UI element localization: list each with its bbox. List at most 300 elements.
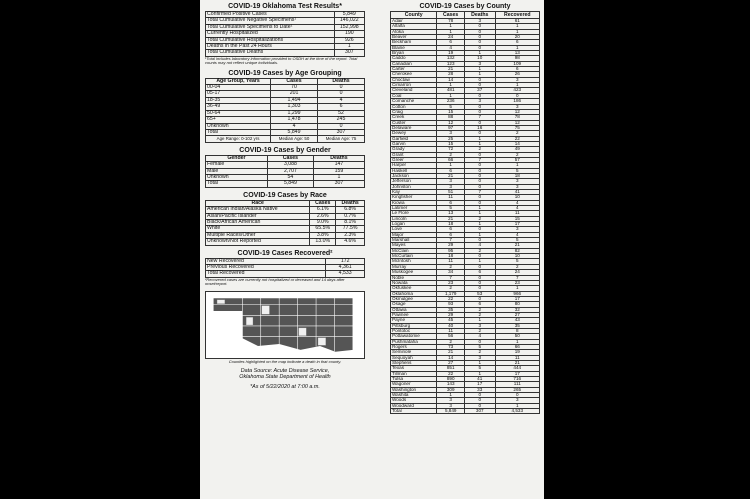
gender-cell: 1 bbox=[313, 174, 364, 180]
county-cell: 7 bbox=[495, 275, 539, 280]
county-cell: 109 bbox=[495, 61, 539, 66]
county-cell: 1 bbox=[495, 24, 539, 29]
race-title: COVID-19 Cases by Race bbox=[243, 191, 327, 199]
county-cell: 18 bbox=[437, 222, 465, 227]
county-cell: 0 bbox=[464, 286, 495, 291]
county-cell: 0 bbox=[464, 393, 495, 398]
county-cell: 111 bbox=[495, 382, 539, 387]
county-cell: Cimarron bbox=[391, 83, 437, 88]
county-cell: 1 bbox=[464, 67, 495, 72]
race-cell: 2.3% bbox=[336, 232, 365, 238]
county-cell: Major bbox=[391, 232, 437, 237]
county-cell: 0 bbox=[464, 152, 495, 157]
county-cell: 14 bbox=[495, 141, 539, 146]
county-cell: 132 bbox=[437, 56, 465, 61]
county-cell: 35 bbox=[437, 307, 465, 312]
county-cell: 0 bbox=[464, 40, 495, 45]
test-results-cell: 1 bbox=[334, 44, 364, 50]
race-cell: 0.7% bbox=[336, 213, 365, 219]
race-cell: 65.5% bbox=[310, 226, 336, 232]
county-cell: 2 bbox=[437, 264, 465, 269]
county-cell: 0 bbox=[495, 93, 539, 98]
county-cell: 3 bbox=[437, 131, 465, 136]
county-cell: Washita bbox=[391, 393, 437, 398]
county-cell: McClain bbox=[391, 248, 437, 253]
county-cell: 21 bbox=[437, 67, 465, 72]
county-cell: Haskell bbox=[391, 168, 437, 173]
race-cell: 8.1% bbox=[336, 219, 365, 225]
race-cell: 6.1% bbox=[310, 207, 336, 213]
county-cell: 11 bbox=[437, 328, 465, 333]
county-cell: Choctaw bbox=[391, 77, 437, 82]
county-cell: 17 bbox=[464, 382, 495, 387]
county-cell: Kiowa bbox=[391, 200, 437, 205]
county-cell: 1 bbox=[437, 24, 465, 29]
county-cell: 1 bbox=[464, 318, 495, 323]
county-cell: 1 bbox=[464, 222, 495, 227]
county-cell: 890 bbox=[437, 377, 465, 382]
county-cell: Woods bbox=[391, 398, 437, 403]
right-column bbox=[390, 3, 540, 414]
county-cell: Cotton bbox=[391, 104, 437, 109]
county-cell: 72 bbox=[437, 147, 465, 152]
county-cell: 5 bbox=[437, 206, 465, 211]
county-cell: 43 bbox=[495, 318, 539, 323]
county-cell: 4 bbox=[464, 243, 495, 248]
county-cell: 11 bbox=[437, 195, 465, 200]
age-cell: 52 bbox=[318, 110, 365, 116]
county-cell: 57 bbox=[495, 157, 539, 162]
county-cell: Payne bbox=[391, 318, 437, 323]
county-cell: 0 bbox=[464, 120, 495, 125]
county-cell: 6 bbox=[437, 232, 465, 237]
county-cell: 0 bbox=[464, 296, 495, 301]
county-cell: 6 bbox=[495, 67, 539, 72]
county-cell: 123 bbox=[437, 61, 465, 66]
age-cell: 00-04 bbox=[206, 85, 271, 91]
race-cell: American Indian/Alaska Native bbox=[206, 207, 310, 213]
age-cell: 4 bbox=[318, 97, 365, 103]
county-cell: 2 bbox=[495, 131, 539, 136]
county-cell: 0 bbox=[464, 173, 495, 178]
race-cell: Multiple Races/Other bbox=[206, 232, 310, 238]
test-results-cell: Total Cumulative Deaths bbox=[206, 50, 335, 56]
county-cell: 10 bbox=[495, 195, 539, 200]
county-cell: 6 bbox=[464, 270, 495, 275]
county-cell: Greer bbox=[391, 157, 437, 162]
county-cell: Nowata bbox=[391, 280, 437, 285]
county-cell: 0 bbox=[464, 163, 495, 168]
county-header: Recovered bbox=[495, 12, 539, 19]
county-cell: 17 bbox=[495, 222, 539, 227]
county-cell: 50 bbox=[495, 334, 539, 339]
county-cell: 4,533 bbox=[495, 409, 539, 414]
recovered-cell: New Recovered bbox=[206, 258, 326, 264]
county-cell: 4 bbox=[495, 206, 539, 211]
county-cell: 7 bbox=[437, 238, 465, 243]
report-sheet bbox=[200, 0, 544, 499]
test-results-note: ¹Total includes laboratory information provided to OSDH at the time of the report. Total counts may not reflect unique individuals. bbox=[205, 55, 358, 66]
county-cell: Woodward bbox=[391, 403, 437, 408]
county-cell: Noble bbox=[391, 275, 437, 280]
race-cell: 4.6% bbox=[336, 239, 365, 245]
county-cell: 23 bbox=[495, 280, 539, 285]
county-cell: McCurtain bbox=[391, 254, 437, 259]
test-results-title: COVID-19 Oklahoma Test Results* bbox=[228, 3, 342, 10]
test-results-cell: 5,849 bbox=[334, 12, 364, 18]
county-cell: 2 bbox=[464, 147, 495, 152]
county-cell: 2 bbox=[464, 248, 495, 253]
recovered-cell: 172 bbox=[326, 258, 365, 264]
county-cell: 1 bbox=[464, 141, 495, 146]
county-cell: Total bbox=[391, 409, 437, 414]
county-cell: Logan bbox=[391, 222, 437, 227]
county-cell: 0 bbox=[495, 393, 539, 398]
county-cell: Muskogee bbox=[391, 270, 437, 275]
county-cell: 4 bbox=[495, 200, 539, 205]
county-cell: 1 bbox=[437, 163, 465, 168]
age-cell: 1,494 bbox=[271, 97, 318, 103]
county-cell: 15 bbox=[437, 109, 465, 114]
gender-cell: 159 bbox=[313, 168, 364, 174]
county-cell: 23 bbox=[437, 280, 465, 285]
county-cell: 7 bbox=[464, 190, 495, 195]
county-cell: 19 bbox=[437, 51, 465, 56]
county-cell: 80 bbox=[495, 302, 539, 307]
county-cell: 2 bbox=[495, 264, 539, 269]
age-footer-cell: Median Age: 75 bbox=[318, 136, 365, 142]
county-cell: 12 bbox=[495, 109, 539, 114]
race-cell: 13.0% bbox=[310, 239, 336, 245]
county-cell: Ottawa bbox=[391, 307, 437, 312]
county-cell: 1 bbox=[437, 83, 465, 88]
county-cell: 1 bbox=[464, 206, 495, 211]
county-cell: Craig bbox=[391, 109, 437, 114]
race-cell: Unknown/Not Reported bbox=[206, 239, 310, 245]
age-footer-cell: Median Age: 50 bbox=[271, 136, 318, 142]
county-cell: 0 bbox=[464, 339, 495, 344]
county-cell: 18 bbox=[437, 254, 465, 259]
county-cell: 1 bbox=[495, 45, 539, 50]
recovered-cell: 4,533 bbox=[326, 271, 365, 277]
county-cell: Pottawatomie bbox=[391, 334, 437, 339]
gender-cell: Male bbox=[206, 168, 268, 174]
gender-cell: 5,849 bbox=[267, 181, 313, 187]
county-cell: 33 bbox=[464, 387, 495, 392]
age-header: Age Group, Years bbox=[206, 78, 271, 84]
county-cell: Lincoln bbox=[391, 216, 437, 221]
county-cell: 66 bbox=[437, 157, 465, 162]
county-cell: 21 bbox=[437, 350, 465, 355]
county-cell: 98 bbox=[495, 56, 539, 61]
county-cell: Coal bbox=[391, 93, 437, 98]
county-cell: Rogers bbox=[391, 344, 437, 349]
county-cell: 1 bbox=[495, 83, 539, 88]
age-title: COVID-19 Cases by Age Grouping bbox=[228, 69, 342, 77]
county-cell: 3 bbox=[437, 403, 465, 408]
oklahoma-county-map bbox=[206, 292, 364, 358]
county-cell: 1 bbox=[464, 51, 495, 56]
county-cell: 56 bbox=[437, 334, 465, 339]
county-cell: 93 bbox=[437, 302, 465, 307]
county-cell: Marshall bbox=[391, 238, 437, 243]
county-cell: 6 bbox=[437, 227, 465, 232]
test-results-cell: Total Cumulative Hospitalizations bbox=[206, 37, 335, 43]
county-cell: Bryan bbox=[391, 51, 437, 56]
county-cell: 97 bbox=[437, 125, 465, 130]
county-cell: Okfuskee bbox=[391, 286, 437, 291]
county-cell: 5 bbox=[495, 238, 539, 243]
county-cell: 73 bbox=[437, 344, 465, 349]
county-cell: 13 bbox=[437, 211, 465, 216]
county-cell: 0 bbox=[464, 104, 495, 109]
test-results-cell: Deaths in the Past 24 Hours bbox=[206, 44, 335, 50]
county-cell: 4 bbox=[437, 45, 465, 50]
county-cell: 32 bbox=[495, 307, 539, 312]
county-cell: Beckham bbox=[391, 40, 437, 45]
age-cell: 70 bbox=[271, 85, 318, 91]
county-cell: 7 bbox=[464, 115, 495, 120]
race-cell: 77.5% bbox=[336, 226, 365, 232]
test-results-cell: Total Cumulative Negative Specimens¹ bbox=[206, 18, 335, 24]
county-cell: 0 bbox=[464, 398, 495, 403]
county-cell: Cleveland bbox=[391, 88, 437, 93]
county-cell: 22 bbox=[437, 296, 465, 301]
age-cell: 1,299 bbox=[271, 110, 318, 116]
race-cell: Asian/Pacific Islander bbox=[206, 213, 310, 219]
recovered-note: ²Recovered cases are currently not hospitalized or deceased and 14 days after onset/report. bbox=[205, 276, 345, 287]
county-cell: 966 bbox=[495, 291, 539, 296]
county-cell: 5 bbox=[437, 104, 465, 109]
age-cell: 50-64 bbox=[206, 110, 271, 116]
age-cell: 0 bbox=[318, 91, 365, 97]
county-cell: 6 bbox=[437, 200, 465, 205]
county-cell: 10 bbox=[464, 56, 495, 61]
county-cell: Mayes bbox=[391, 243, 437, 248]
county-cell: 78 bbox=[495, 115, 539, 120]
county-cell: 3 bbox=[464, 355, 495, 360]
county-cell: Murray bbox=[391, 264, 437, 269]
county-cell: 0 bbox=[464, 109, 495, 114]
county-cell: Kingfisher bbox=[391, 195, 437, 200]
county-cell: 4 bbox=[464, 334, 495, 339]
county-cell: 0 bbox=[464, 77, 495, 82]
county-cell: 24 bbox=[437, 35, 465, 40]
county-cell: 0 bbox=[464, 35, 495, 40]
race-cell: 2.6% bbox=[310, 213, 336, 219]
gender-cell: 3,088 bbox=[267, 162, 313, 168]
test-results-cell: 190 bbox=[334, 31, 364, 37]
county-cell: 6 bbox=[464, 302, 495, 307]
age-cell: 65+ bbox=[206, 117, 271, 123]
county-cell: Garvin bbox=[391, 141, 437, 146]
gender-title: COVID-19 Cases by Gender bbox=[239, 146, 331, 154]
age-cell: 307 bbox=[318, 129, 365, 135]
race-header: Cases bbox=[310, 200, 336, 206]
gender-cell: Unknown bbox=[206, 174, 268, 180]
county-cell: 0 bbox=[464, 264, 495, 269]
recovered-cell: Total Recovered bbox=[206, 271, 326, 277]
county-cell: Cherokee bbox=[391, 72, 437, 77]
county-cell: 7 bbox=[464, 157, 495, 162]
age-header: Cases bbox=[271, 78, 318, 84]
county-cell: 0 bbox=[464, 168, 495, 173]
county-cell: Harper bbox=[391, 163, 437, 168]
county-cell: 21 bbox=[437, 216, 465, 221]
county-cell: Stephens bbox=[391, 361, 437, 366]
county-cell: 1 bbox=[495, 286, 539, 291]
county-cell: Pushmataha bbox=[391, 339, 437, 344]
county-cell: Love bbox=[391, 227, 437, 232]
gender-cell: Total bbox=[206, 181, 268, 187]
county-cell: 66 bbox=[495, 344, 539, 349]
county-cell: 0 bbox=[464, 24, 495, 29]
county-cell: 143 bbox=[437, 382, 465, 387]
county-cell: 61 bbox=[495, 19, 539, 24]
gender-cell: 307 bbox=[313, 181, 364, 187]
county-cell: 20 bbox=[495, 35, 539, 40]
county-cell: Tillman bbox=[391, 371, 437, 376]
county-cell: 35 bbox=[495, 323, 539, 328]
county-cell: Dewey bbox=[391, 131, 437, 136]
county-cell: 265 bbox=[495, 387, 539, 392]
data-source-line1: Data Source: Acute Disease Service, bbox=[240, 368, 330, 375]
age-cell: 6 bbox=[318, 104, 365, 110]
data-source-line2: Oklahoma State Department of Health bbox=[239, 374, 331, 381]
county-cell: 186 bbox=[495, 99, 539, 104]
county-cell: 41 bbox=[464, 377, 495, 382]
county-cell: 0 bbox=[464, 83, 495, 88]
county-cell: 3 bbox=[437, 398, 465, 403]
county-cell: 4 bbox=[495, 232, 539, 237]
age-footer-cell: Age Range: 0-102 yrs bbox=[206, 136, 271, 142]
county-cell: 1 bbox=[464, 136, 495, 141]
county-cell: 0 bbox=[464, 184, 495, 189]
race-cell: 6.8% bbox=[336, 207, 365, 213]
county-cell: 14 bbox=[437, 355, 465, 360]
county-cell: Osage bbox=[391, 302, 437, 307]
county-cell: Garfield bbox=[391, 136, 437, 141]
county-cell: Latimer bbox=[391, 206, 437, 211]
county-cell: 2 bbox=[464, 350, 495, 355]
county-cell: 6 bbox=[437, 40, 465, 45]
county-cell: 0 bbox=[464, 403, 495, 408]
recovered-title: COVID-19 Cases Recovered² bbox=[237, 249, 333, 257]
county-cell: 11 bbox=[495, 211, 539, 216]
test-results-cell: 307 bbox=[334, 50, 364, 56]
county-cell: 15 bbox=[495, 216, 539, 221]
county-cell: 1,179 bbox=[437, 291, 465, 296]
county-cell: 2 bbox=[437, 152, 465, 157]
gender-header: Deaths bbox=[313, 155, 364, 161]
county-cell: 29 bbox=[437, 243, 465, 248]
county-row bbox=[391, 409, 540, 414]
county-cell: Carter bbox=[391, 67, 437, 72]
county-cell: 6 bbox=[495, 40, 539, 45]
county-cell: 41 bbox=[495, 190, 539, 195]
county-cell: 481 bbox=[437, 88, 465, 93]
county-cell: Seminole bbox=[391, 350, 437, 355]
county-cell: Wagoner bbox=[391, 382, 437, 387]
age-cell: 5,849 bbox=[271, 129, 318, 135]
county-cell: 27 bbox=[437, 361, 465, 366]
age-cell: 0 bbox=[318, 85, 365, 91]
county-cell: 1 bbox=[437, 29, 465, 34]
county-header: County bbox=[391, 12, 437, 19]
county-cell: 1 bbox=[437, 393, 465, 398]
county-cell: Sequoyah bbox=[391, 355, 437, 360]
county-cell: 423 bbox=[495, 88, 539, 93]
map-caption: Counties highlighted on the map indicate a death in that county. bbox=[228, 358, 342, 364]
county-cell: 2 bbox=[437, 339, 465, 344]
county-cell: 21 bbox=[495, 361, 539, 366]
county-cell: 45 bbox=[437, 318, 465, 323]
county-cell: 2 bbox=[495, 152, 539, 157]
county-cell: 0 bbox=[464, 200, 495, 205]
left-column bbox=[205, 3, 365, 390]
gender-cell: Female bbox=[206, 162, 268, 168]
county-cell: 40 bbox=[437, 323, 465, 328]
county-cell: 5 bbox=[464, 366, 495, 371]
age-cell: 36-49 bbox=[206, 104, 271, 110]
county-cell: 2 bbox=[464, 312, 495, 317]
county-cell: 2 bbox=[464, 216, 495, 221]
county-cell: 2 bbox=[464, 328, 495, 333]
county-cell: 3 bbox=[464, 61, 495, 66]
county-cell: 236 bbox=[437, 99, 465, 104]
county-cell: Tulsa bbox=[391, 377, 437, 382]
county-cell: 27 bbox=[495, 312, 539, 317]
county-cell: 0 bbox=[464, 275, 495, 280]
county-cell: 18 bbox=[495, 173, 539, 178]
county-cell: 17 bbox=[495, 296, 539, 301]
age-cell: 05-17 bbox=[206, 91, 271, 97]
race-header: Deaths bbox=[336, 200, 365, 206]
county-cell: 1 bbox=[495, 339, 539, 344]
county-cell: 1 bbox=[464, 232, 495, 237]
county-cell: 1 bbox=[495, 403, 539, 408]
county-cell: 88 bbox=[437, 115, 465, 120]
county-cell: 5,849 bbox=[437, 409, 465, 414]
test-results-cell: Currently Hospitalized bbox=[206, 31, 335, 37]
county-cell: 2 bbox=[437, 286, 465, 291]
test-results-cell: 152,998 bbox=[334, 24, 364, 30]
county-cell: 309 bbox=[437, 387, 465, 392]
age-cell: Unknown bbox=[206, 123, 271, 129]
county-cell: 3 bbox=[495, 179, 539, 184]
county-cell: 0 bbox=[464, 227, 495, 232]
age-table bbox=[205, 78, 365, 143]
county-cell: 3 bbox=[495, 104, 539, 109]
county-cell: 51 bbox=[437, 190, 465, 195]
county-cell: Caddo bbox=[391, 56, 437, 61]
test-results-cell: Confirmed Positive Cases bbox=[206, 12, 335, 18]
county-cell: Atoka bbox=[391, 29, 437, 34]
county-cell: 15 bbox=[437, 141, 465, 146]
county-cell: Pawnee bbox=[391, 312, 437, 317]
county-cell: 8 bbox=[495, 328, 539, 333]
county-cell: 3 bbox=[464, 19, 495, 24]
county-cell: 14 bbox=[437, 77, 465, 82]
county-cell: 82 bbox=[495, 248, 539, 253]
county-cell: 7 bbox=[437, 275, 465, 280]
county-cell: Custer bbox=[391, 120, 437, 125]
county-cell: Grant bbox=[391, 152, 437, 157]
county-cell: Texas bbox=[391, 366, 437, 371]
county-cell: 0 bbox=[464, 45, 495, 50]
county-cell: Blaine bbox=[391, 45, 437, 50]
county-table bbox=[390, 11, 540, 414]
